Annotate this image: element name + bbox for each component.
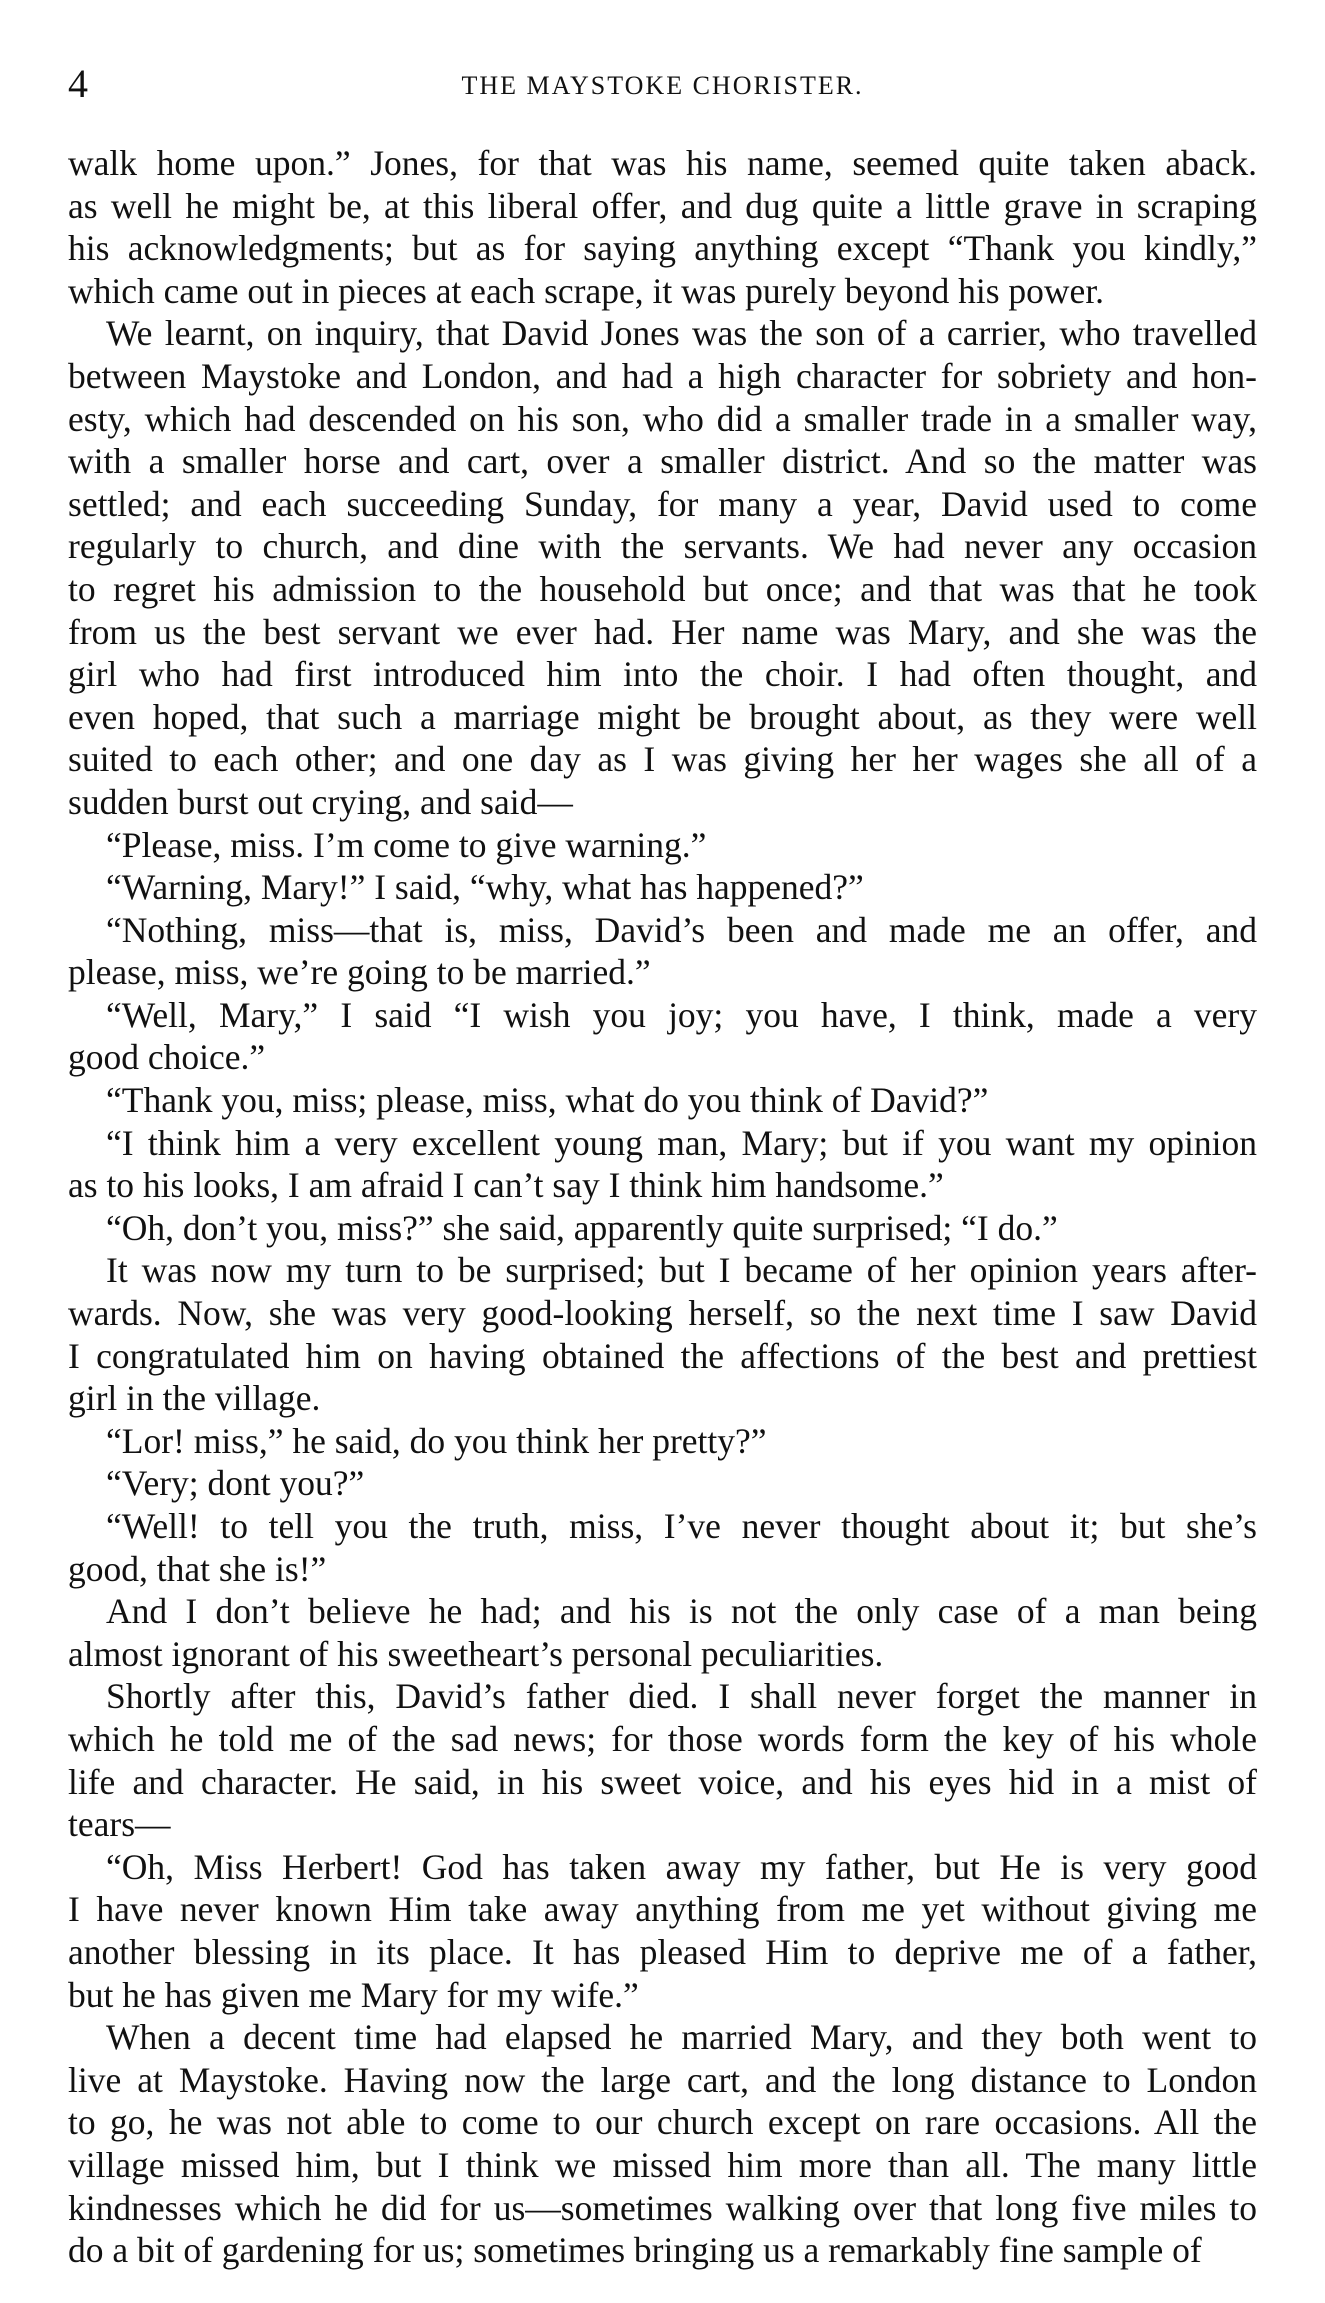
text-line: almost ignorant of his sweetheart’s personal peculiarities.	[68, 1633, 884, 1674]
text-line: I congratulated him on having obtained the affections of the best and prettiest	[68, 1335, 1257, 1376]
paragraph	[68, 1079, 1257, 1122]
text-line: village missed him, but I think we missed him more than all. The many little	[68, 2144, 1257, 2185]
text-line: to regret his admission to the household but once; and that was that he took	[68, 568, 1257, 609]
paragraph	[68, 142, 1257, 312]
text-line: life and character. He said, in his sweet voice, and his eyes hid in a mist of	[68, 1761, 1257, 1802]
text-line: regularly to church, and dine with the servants. We had never any occasion	[68, 526, 1257, 567]
text-line: another blessing in its place. It has pleased Him to deprive me of a father,	[68, 1931, 1257, 1972]
text-line: esty, which had descended on his son, who did a smaller trade in a smaller way,	[68, 398, 1257, 439]
text-line: I have never known Him take away anything from me yet without giving me	[68, 1889, 1257, 1930]
text-line: as well he might be, at this liberal offer, and dug quite a little grave in scraping	[68, 185, 1257, 226]
text-line: “Well! to tell you the truth, miss, I’ve never thought about it; but she’s	[106, 1506, 1257, 1546]
text-line: walk home upon.” Jones, for that was his name, seemed quite taken aback.	[68, 143, 1257, 183]
text-line: do a bit of gardening for us; sometimes bringing us a remarkably fine sample of	[68, 2230, 1202, 2271]
text-line: girl who had first introduced him into the choir. I had often thought, and	[68, 654, 1257, 695]
text-line: When a decent time had elapsed he married Mary, and they both went to	[106, 2017, 1257, 2058]
text-line: girl in the village.	[68, 1378, 321, 1419]
paragraph	[68, 1462, 1257, 1505]
paragraph	[68, 824, 1257, 867]
text-line: good choice.”	[68, 1037, 266, 1078]
text-line: “Please, miss. I’m come to give warning.”	[106, 824, 707, 865]
text-line: We learnt, on inquiry, that David Jones was the son of a carrier, who travelled	[106, 313, 1257, 354]
text-line: as to his looks, I am afraid I can’t say I think him handsome.”	[68, 1165, 944, 1206]
text-line: “Well, Mary,” I said “I wish you joy; you have, I think, made a very	[106, 994, 1257, 1035]
paragraph	[68, 1675, 1257, 1845]
text-line: which came out in pieces at each scrape, it was purely beyond his power.	[68, 270, 1105, 311]
page-number: 4	[68, 61, 88, 106]
paragraph	[68, 312, 1257, 823]
paragraph	[68, 1420, 1257, 1463]
text-line: wards. Now, she was very good-looking herself, so the next time I saw David	[68, 1293, 1257, 1334]
text-line: “Lor! miss,” he said, do you think her pretty?”	[106, 1420, 767, 1461]
paragraph	[68, 994, 1257, 1079]
text-line: please, miss, we’re going to be married.”	[68, 952, 651, 993]
text-line: “Oh, don’t you, miss?” she said, apparently quite surprised; “I do.”	[106, 1207, 1058, 1248]
paragraph	[68, 1505, 1257, 1590]
paragraph	[68, 1590, 1257, 1675]
text-line: settled; and each succeeding Sunday, for many a year, David used to come	[68, 483, 1257, 524]
text-line: which he told me of the sad news; for those words form the key of his whole	[68, 1718, 1257, 1759]
text-line: with a smaller horse and cart, over a smaller district. And so the matter was	[68, 441, 1257, 482]
paragraph	[68, 1207, 1257, 1250]
text-line: to go, he was not able to come to our church except on rare occasions. All the	[68, 2102, 1257, 2143]
text-line: between Maystoke and London, and had a high character for sobriety and hon-	[68, 355, 1257, 396]
text-line: even hoped, that such a marriage might be brought about, as they were well	[68, 696, 1257, 737]
text-line: “Nothing, miss—that is, miss, David’s been and made me an offer, and	[106, 909, 1257, 950]
text-line: It was now my turn to be surprised; but I became of her opinion years after-	[106, 1250, 1257, 1291]
text-line: his acknowledgments; but as for saying anything except “Thank you kindly,”	[68, 228, 1257, 269]
text-line: Shortly after this, David’s father died. I shall never forget the manner in	[106, 1676, 1257, 1717]
text-line: good, that she is!”	[68, 1548, 327, 1589]
text-line: from us the best servant we ever had. Her name was Mary, and she was the	[68, 611, 1257, 652]
running-title: THE MAYSTOKE CHORISTER.	[461, 71, 864, 100]
text-line: “Oh, Miss Herbert! God has taken away my father, but He is very good	[106, 1846, 1257, 1887]
paragraph	[68, 1846, 1257, 2016]
text-line: kindnesses which he did for us—sometimes walking over that long five miles to	[68, 2187, 1257, 2228]
text-line: “Very; dont you?”	[106, 1463, 365, 1504]
text-line: suited to each other; and one day as I was giving her her wages she all of a	[68, 739, 1257, 780]
text-line: sudden burst out crying, and said—	[68, 781, 573, 822]
page-header	[68, 60, 1257, 108]
body-text	[68, 142, 1257, 2272]
text-line: “Thank you, miss; please, miss, what do you think of David?”	[106, 1080, 989, 1121]
text-line: but he has given me Mary for my wife.”	[68, 1974, 639, 2015]
text-line: live at Maystoke. Having now the large cart, and the long distance to London	[68, 2059, 1257, 2100]
paragraph	[68, 2016, 1257, 2272]
text-line: And I don’t believe he had; and his is not the only case of a man being	[106, 1591, 1257, 1632]
text-line: tears—	[68, 1804, 171, 1845]
paragraph	[68, 1122, 1257, 1207]
text-line: “Warning, Mary!” I said, “why, what has happened?”	[106, 867, 864, 908]
paragraph	[68, 1249, 1257, 1419]
paragraph	[68, 909, 1257, 994]
paragraph	[68, 866, 1257, 909]
text-line: “I think him a very excellent young man, Mary; but if you want my opinion	[106, 1122, 1257, 1163]
